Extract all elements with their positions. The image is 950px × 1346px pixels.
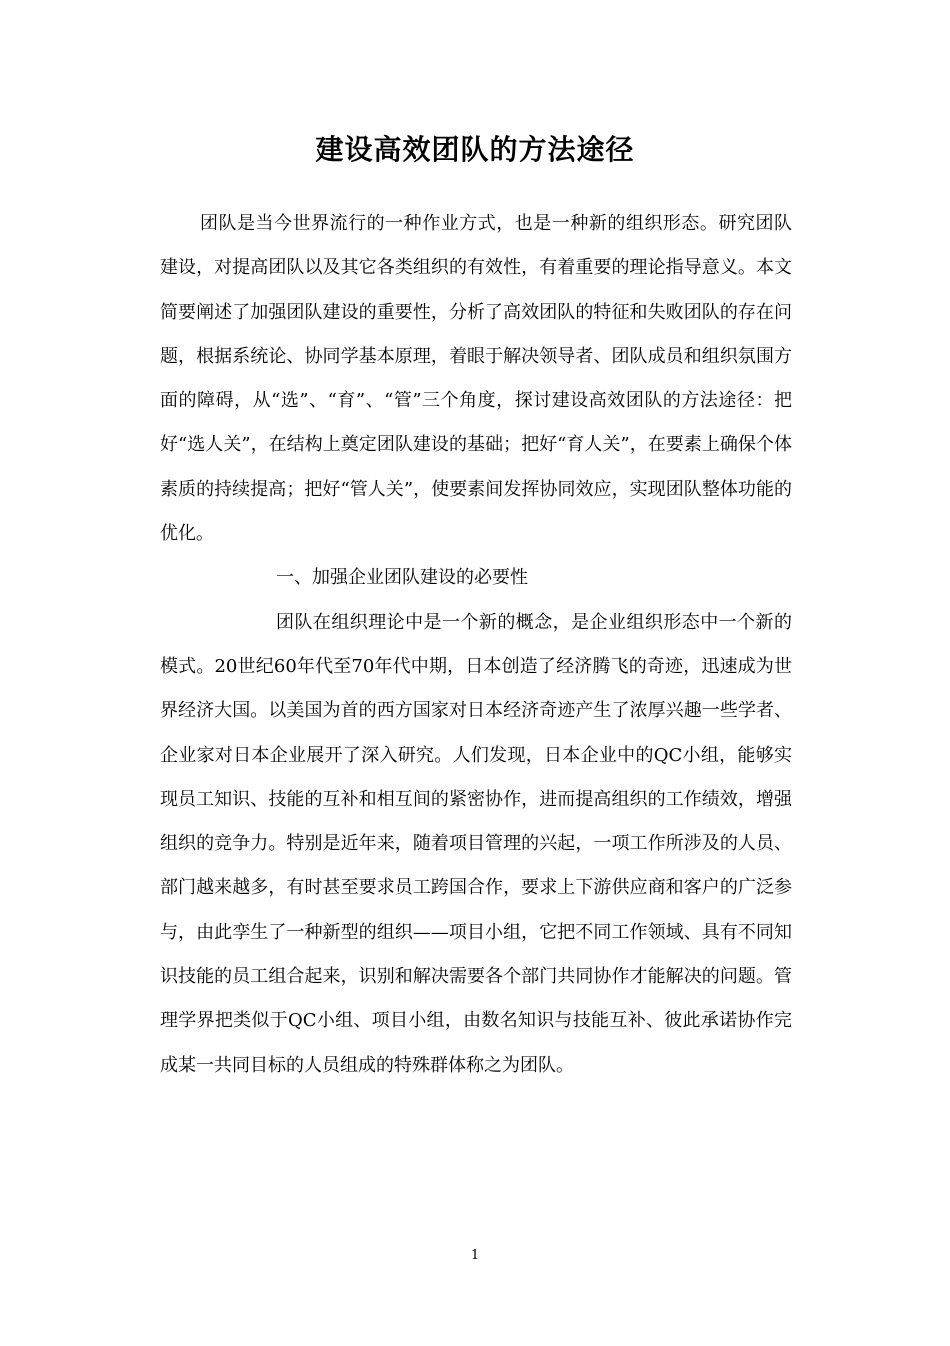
section-heading: 一、加强企业团队建设的必要性 <box>276 567 528 589</box>
body-paragraph: 团队在组织理论中是一个新的概念，是企业组织形态中一个新的模式。20世纪60年代至70年代中期，日本创造了经济腾飞的奇迹，迅速成为世界经济大国。以美国为首的西方国家对日本经济奇迹产生了浓厚兴趣一些学者、企业家对日本企业展开了深入研究。人们发现，日本企业中的QC小组，能够实现员工知识、技能的互补和相互间的紧密协作，进而提高组织的工作绩效，增强组织的竞争力。特别是近年来，随着项目管理的兴起，一项工作所涉及的人员、部门越来越多，有时甚至要求员工跨国合作，要求上下游供应商和客户的广泛参与，由此孪生了一种新型的组织——项目小组，它把不同工作领域、具有不同知识技能的员工组合起来，识别和解决需要各个部门共同协作才能解决的问题。管理学界把类似于QC小组、项目小组，由数名知识与技能互补、彼此承诺协作完成某一共同目标的人员组成的特殊群体称之为团队。 <box>160 611 792 1076</box>
abstract-paragraph: 团队是当今世界流行的一种作业方式，也是一种新的组织形态。研究团队建设，对提高团队以及其它各类组织的有效性，有着重要的理论指导意义。本文简要阐述了加强团队建设的重要性，分析了高效团队的特征和失败团队的存在问题，根据系统论、协同学基本原理，着眼于解决领导者、团队成员和组织氛围方面的障碍，从“选”、“育”、“管”三个角度，探讨建设高效团队的方法途径：把好“选人关”，在结构上奠定团队建设的基础；把好“育人关”，在要素上确保个体素质的持续提高；把好“管人关”，使要素间发挥协同效应，实现团队整体功能的优化。 <box>160 213 792 545</box>
document-body <box>160 202 792 1088</box>
page-number: 1 <box>470 1248 480 1263</box>
document-title: 建设高效团队的方法途径 <box>315 133 635 166</box>
